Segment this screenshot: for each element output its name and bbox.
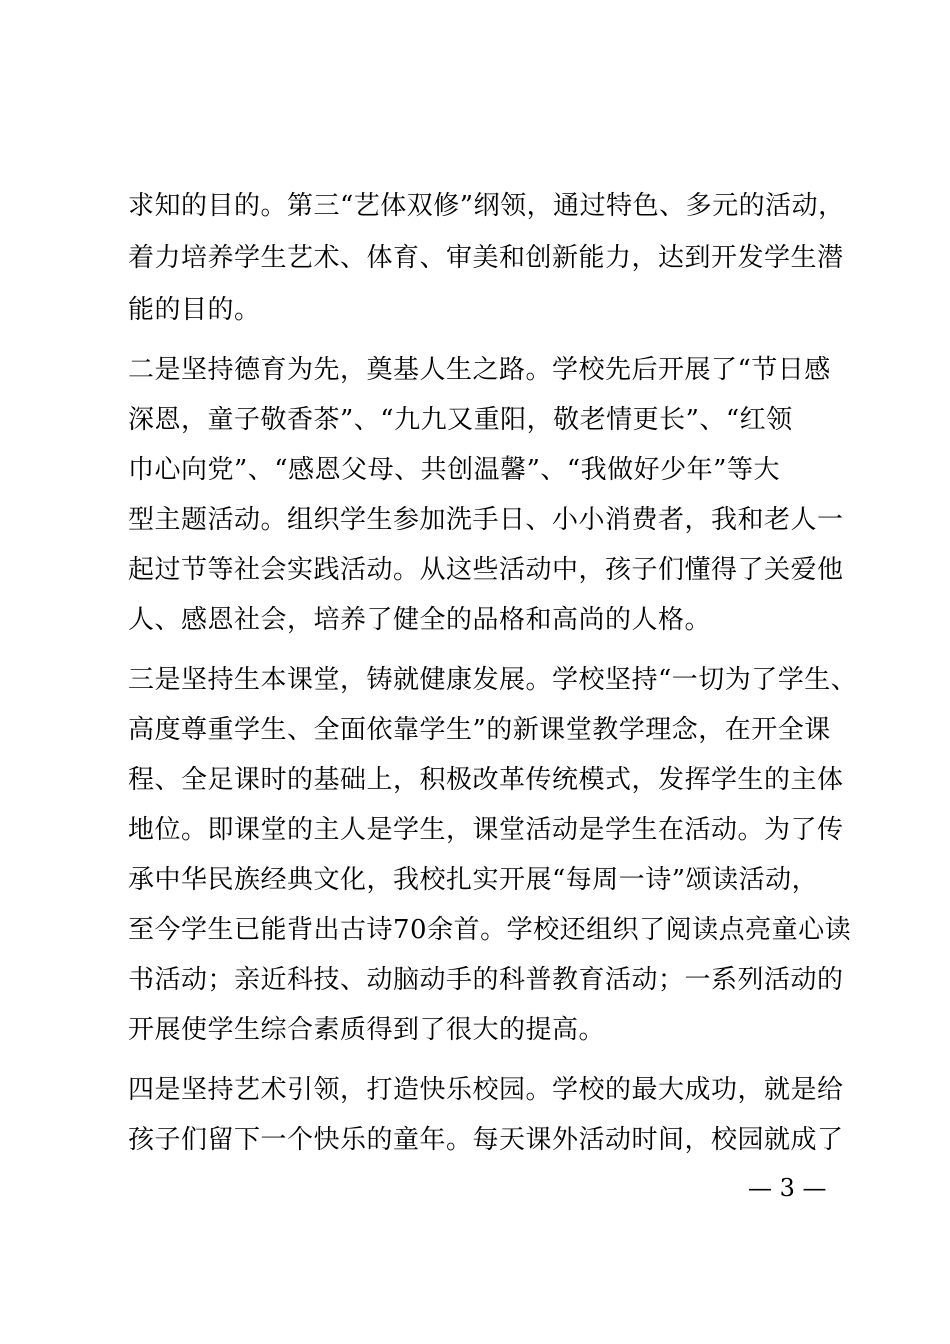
page-number: — 3 — <box>748 1174 827 1202</box>
paragraph-3-line-8: 开展使学生综合素质得到了很大的提高。 <box>128 1015 606 1045</box>
paragraph-3-line-6: 至今学生已能背出古诗70余首。学校还组织了阅读点亮童心读 <box>128 915 852 945</box>
paragraph-3-line-7: 书活动；亲近科技、动脑动手的科普教育活动；一系列活动的 <box>128 965 844 995</box>
paragraph-2-line-2: 深恩，童子敬香茶”、“九九又重阳，敬老情更长”、“红领 <box>128 405 793 435</box>
paragraph-3-line-1: 三是坚持生本课堂，铸就健康发展。学校坚持“一切为了学生、 <box>128 665 858 695</box>
paragraph-3-line-2: 高度尊重学生、全面依靠学生”的新课堂教学理念，在开全课 <box>128 715 831 745</box>
paragraph-2-line-3: 巾心向党”、“感恩父母、共创温馨”、“我做好少年”等大 <box>128 455 780 485</box>
paragraph-2-line-1: 二是坚持德育为先，奠基人生之路。学校先后开展了“节日感 <box>128 355 831 385</box>
paragraph-3-line-3: 程、全足课时的基础上，积极改革传统模式，发挥学生的主体 <box>128 765 844 795</box>
paragraph-1-line-3: 能的目的。 <box>128 295 261 325</box>
paragraph-1-line-1: 求知的目的。第三“艺体双修”纲领，通过特色、多元的活动， <box>128 191 845 221</box>
paragraph-1-line-2: 着力培养学生艺术、体育、审美和创新能力，达到开发学生潜 <box>128 243 844 273</box>
paragraph-2-line-4: 型主题活动。组织学生参加洗手日、小小消费者，我和老人一 <box>128 505 844 535</box>
paragraph-2-line-5: 起过节等社会实践活动。从这些活动中，孩子们懂得了关爱他 <box>128 555 844 585</box>
paragraph-3-line-5: 承中华民族经典文化，我校扎实开展“每周一诗”颂读活动， <box>128 865 819 895</box>
paragraph-3-line-4: 地位。即课堂的主人是学生，课堂活动是学生在活动。为了传 <box>128 815 844 845</box>
paragraph-4-line-2: 孩子们留下一个快乐的童年。每天课外活动时间，校园就成了 <box>128 1125 844 1155</box>
paragraph-4-line-1: 四是坚持艺术引领，打造快乐校园。学校的最大成功，就是给 <box>128 1075 844 1105</box>
paragraph-2-line-6: 人、感恩社会，培养了健全的品格和高尚的人格。 <box>128 605 712 635</box>
